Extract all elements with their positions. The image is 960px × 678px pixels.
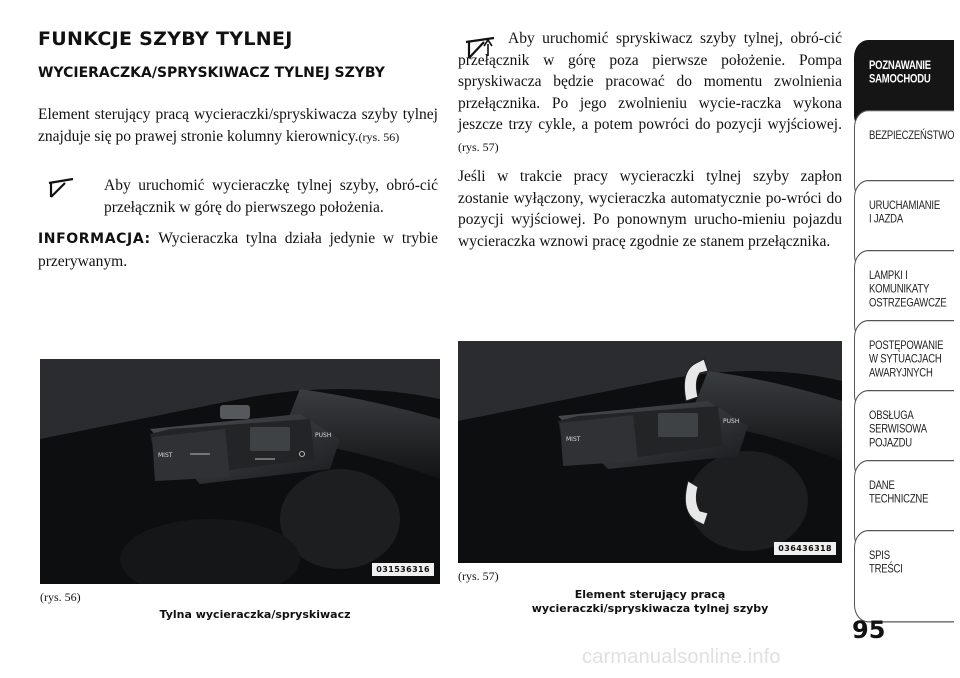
caption-line-2: wycieraczki/spryskiwacza tylnej szyby [531, 602, 769, 615]
figure-56-photo [40, 359, 440, 584]
tab-spis-tresci[interactable]: SPIS TREŚCI [854, 530, 954, 623]
tab-uruchamianie-i-jazda[interactable]: URUCHAMIANIE I JAZDA [854, 180, 954, 273]
mist-label: MIST [158, 452, 173, 459]
figure-57-ref: (rys. 57) [458, 569, 499, 583]
washer-text: Aby uruchomić spryskiwacz szyby tylnej, obró-cić przełącznik w górę poza pierwsze położenie. Pompa spryskiwacza będzie pracować do momentu zwolnienia przełącznika. Po jego zwolnieniu wycie-raczka wykona jeszcze trzy cykle, a potem powróci do pozycji wyjściowej. [458, 30, 842, 133]
tab-lampki-i-komunikaty[interactable]: LAMPKI I KOMUNIKATY OSTRZEGAWCZE [854, 250, 954, 343]
info-text: Wycieraczka tylna działa jedynie w trybie przerywanym. [38, 230, 438, 270]
ignition-paragraph: Jeśli w trakcie pracy wycieraczki tylnej szyby zapłon zostanie wyłączony, wycieraczka automatycznie po-wróci do pozycji wyjściowej. Po ponownym urucho-mieniu pojazdu wycieraczka wznowi pracę zgodnie ze stanem przełącznika. [458, 168, 842, 250]
page-title: FUNKCJE SZYBY TYLNEJ [38, 28, 293, 50]
figure-reference: (rys. 56) [358, 129, 400, 144]
intro-paragraph [38, 104, 438, 148]
push-label: PUSH [723, 418, 740, 425]
watermark: carmanualsonline.info [582, 646, 781, 668]
info-paragraph [38, 228, 438, 272]
figure-reference: (rys. 57) [458, 139, 499, 154]
tab-dane-techniczne[interactable]: DANE TECHNICZNE [854, 460, 954, 553]
figure-56-caption: Tylna wycieraczka/spryskiwacz [159, 608, 351, 621]
tab-poznawanie-samochodu[interactable]: POZNAWANIE SAMOCHODU [854, 40, 954, 133]
stalk-illustration-arrows [458, 341, 842, 563]
push-label: PUSH [315, 432, 332, 439]
tab-postepowanie-awaryjne[interactable]: POSTĘPOWANIE W SYTUACJACH AWARYJNYCH [854, 320, 954, 413]
stalk-illustration [40, 359, 440, 584]
figure-57-caption [458, 588, 842, 616]
wiper-text: Aby uruchomić wycieraczkę tylnej szyby, obró-cić przełącznik w górę do pierwszego położenia. [104, 177, 438, 216]
intro-text: Element sterujący pracą wycieraczki/spryskiwacza szyby tylnej znajduje się po prawej stronie kolumny kierownicy. [38, 106, 438, 145]
section-heading: WYCIERACZKA/SPRYSKIWACZ TYLNEJ SZYBY [38, 65, 385, 81]
washer-paragraph [458, 28, 842, 158]
mist-label: MIST [566, 436, 581, 443]
figure-code: 036436318 [774, 542, 836, 555]
figure-57-photo [458, 341, 842, 563]
figure-code: 031536316 [372, 563, 434, 576]
rear-wiper-icon [47, 177, 77, 199]
page-number: 95 [852, 616, 886, 644]
info-label: INFORMACJA: [38, 231, 151, 247]
tab-obsluga-serwisowa[interactable]: OBSŁUGA SERWISOWA POJAZDU [854, 390, 954, 483]
figure-56-ref: (rys. 56) [40, 590, 81, 604]
caption-line-1: Element sterujący pracą [574, 588, 726, 601]
tab-bezpieczenstwo[interactable]: BEZPIECZEŃSTWO [854, 110, 954, 203]
